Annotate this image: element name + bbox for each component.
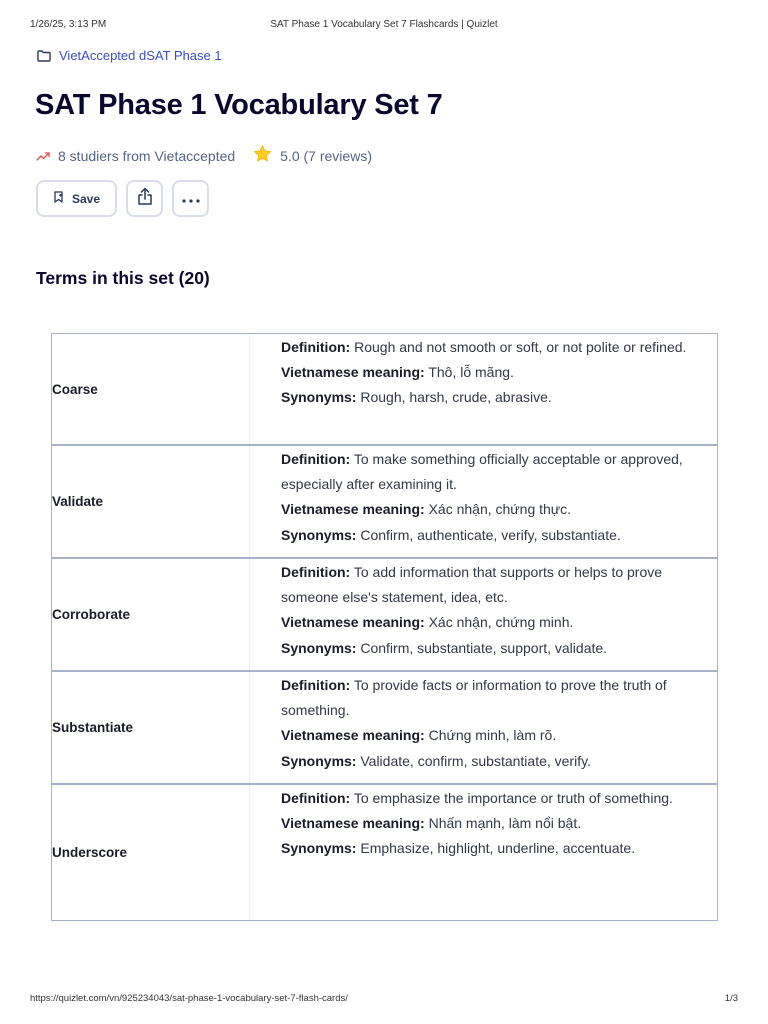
vietnamese-text: Chứng minh, làm rõ. — [428, 727, 557, 744]
share-icon — [136, 187, 154, 211]
synonyms-text: Rough, harsh, crude, abrasive. — [360, 389, 552, 406]
trending-up-icon — [36, 148, 50, 164]
term-details — [250, 785, 717, 920]
bookmark-icon — [53, 191, 64, 206]
term-word: Validate — [52, 446, 250, 557]
definition-text: To make something officially acceptable or approved, especially after examining it. — [281, 451, 683, 493]
term-word: Corroborate — [52, 559, 250, 670]
synonyms-text: Emphasize, highlight, underline, accentuate. — [360, 840, 636, 857]
definition-text: Rough and not smooth or soft, or not polite or refined. — [354, 339, 687, 355]
vietnamese-text: Xác nhận, chứng minh. — [428, 614, 574, 631]
save-button[interactable] — [36, 180, 117, 217]
term-details — [250, 559, 717, 670]
synonyms-label: Synonyms: — [281, 526, 357, 543]
folder-icon — [37, 50, 51, 62]
page-title: SAT Phase 1 Vocabulary Set 7 — [35, 89, 443, 121]
set-meta — [36, 145, 372, 166]
page-url: https://quizlet.com/vn/925234043/sat-phase-1-vocabulary-set-7-flash-cards/ — [30, 993, 348, 1004]
definition-label: Definition: — [281, 564, 351, 580]
vietnamese-text: Nhấn mạnh, làm nổi bật. — [428, 815, 582, 832]
rating-info[interactable] — [253, 145, 372, 166]
print-datetime: 1/26/25, 3:13 PM — [30, 19, 107, 30]
terms-heading: Terms in this set (20) — [36, 268, 210, 288]
term-row[interactable] — [52, 783, 717, 920]
vietnamese-text: Xác nhận, chứng thực. — [428, 501, 572, 518]
definition-text: To emphasize the importance or truth of something. — [353, 790, 673, 806]
synonyms-text: Validate, confirm, substantiate, verify. — [360, 752, 591, 769]
print-doc-title: SAT Phase 1 Vocabulary Set 7 Flashcards | Quizlet — [270, 19, 498, 30]
definition-label: Definition: — [281, 451, 351, 467]
term-row[interactable] — [52, 334, 717, 444]
rating-text: 5.0 (7 reviews) — [280, 147, 372, 164]
term-word: Underscore — [52, 785, 250, 920]
synonyms-text: Confirm, authenticate, verify, substantiate. — [360, 526, 621, 543]
definition-label: Definition: — [281, 677, 351, 693]
terms-table — [51, 333, 718, 921]
vietnamese-label: Vietnamese meaning: — [281, 614, 425, 631]
vietnamese-text: Thô, lỗ mãng. — [428, 364, 514, 381]
more-button[interactable] — [172, 180, 209, 217]
action-buttons — [36, 180, 209, 217]
vietnamese-label: Vietnamese meaning: — [281, 727, 425, 744]
definition-label: Definition: — [281, 790, 351, 806]
vietnamese-label: Vietnamese meaning: — [281, 364, 425, 381]
folder-link[interactable] — [37, 48, 222, 63]
page-number: 1/3 — [724, 993, 738, 1004]
term-details — [250, 672, 717, 783]
synonyms-label: Synonyms: — [281, 840, 357, 857]
term-word: Substantiate — [52, 672, 250, 783]
term-row[interactable] — [52, 444, 717, 557]
studiers-info[interactable] — [36, 148, 235, 164]
definition-text: To provide facts or information to prove the truth of something. — [281, 677, 667, 719]
vietnamese-label: Vietnamese meaning: — [281, 815, 425, 832]
star-icon — [253, 145, 272, 166]
definition-text: To add information that supports or helps to prove someone else's statement, idea, etc. — [281, 564, 663, 606]
vietnamese-label: Vietnamese meaning: — [281, 501, 425, 518]
term-details — [250, 446, 717, 557]
term-word: Coarse — [52, 334, 250, 444]
studiers-text: 8 studiers from Vietaccepted — [58, 147, 236, 164]
synonyms-label: Synonyms: — [281, 639, 357, 656]
definition-label: Definition: — [281, 339, 351, 355]
folder-label: VietAccepted dSAT Phase 1 — [59, 48, 222, 63]
term-row[interactable] — [52, 670, 717, 783]
term-row[interactable] — [52, 557, 717, 670]
more-icon — [182, 190, 200, 208]
synonyms-text: Confirm, substantiate, support, validate. — [360, 639, 608, 656]
share-button[interactable] — [126, 180, 163, 217]
term-details — [250, 334, 717, 444]
print-footer — [0, 993, 768, 1007]
synonyms-label: Synonyms: — [281, 389, 357, 406]
print-header — [0, 19, 768, 33]
save-label: Save — [71, 191, 101, 206]
synonyms-label: Synonyms: — [281, 752, 357, 769]
